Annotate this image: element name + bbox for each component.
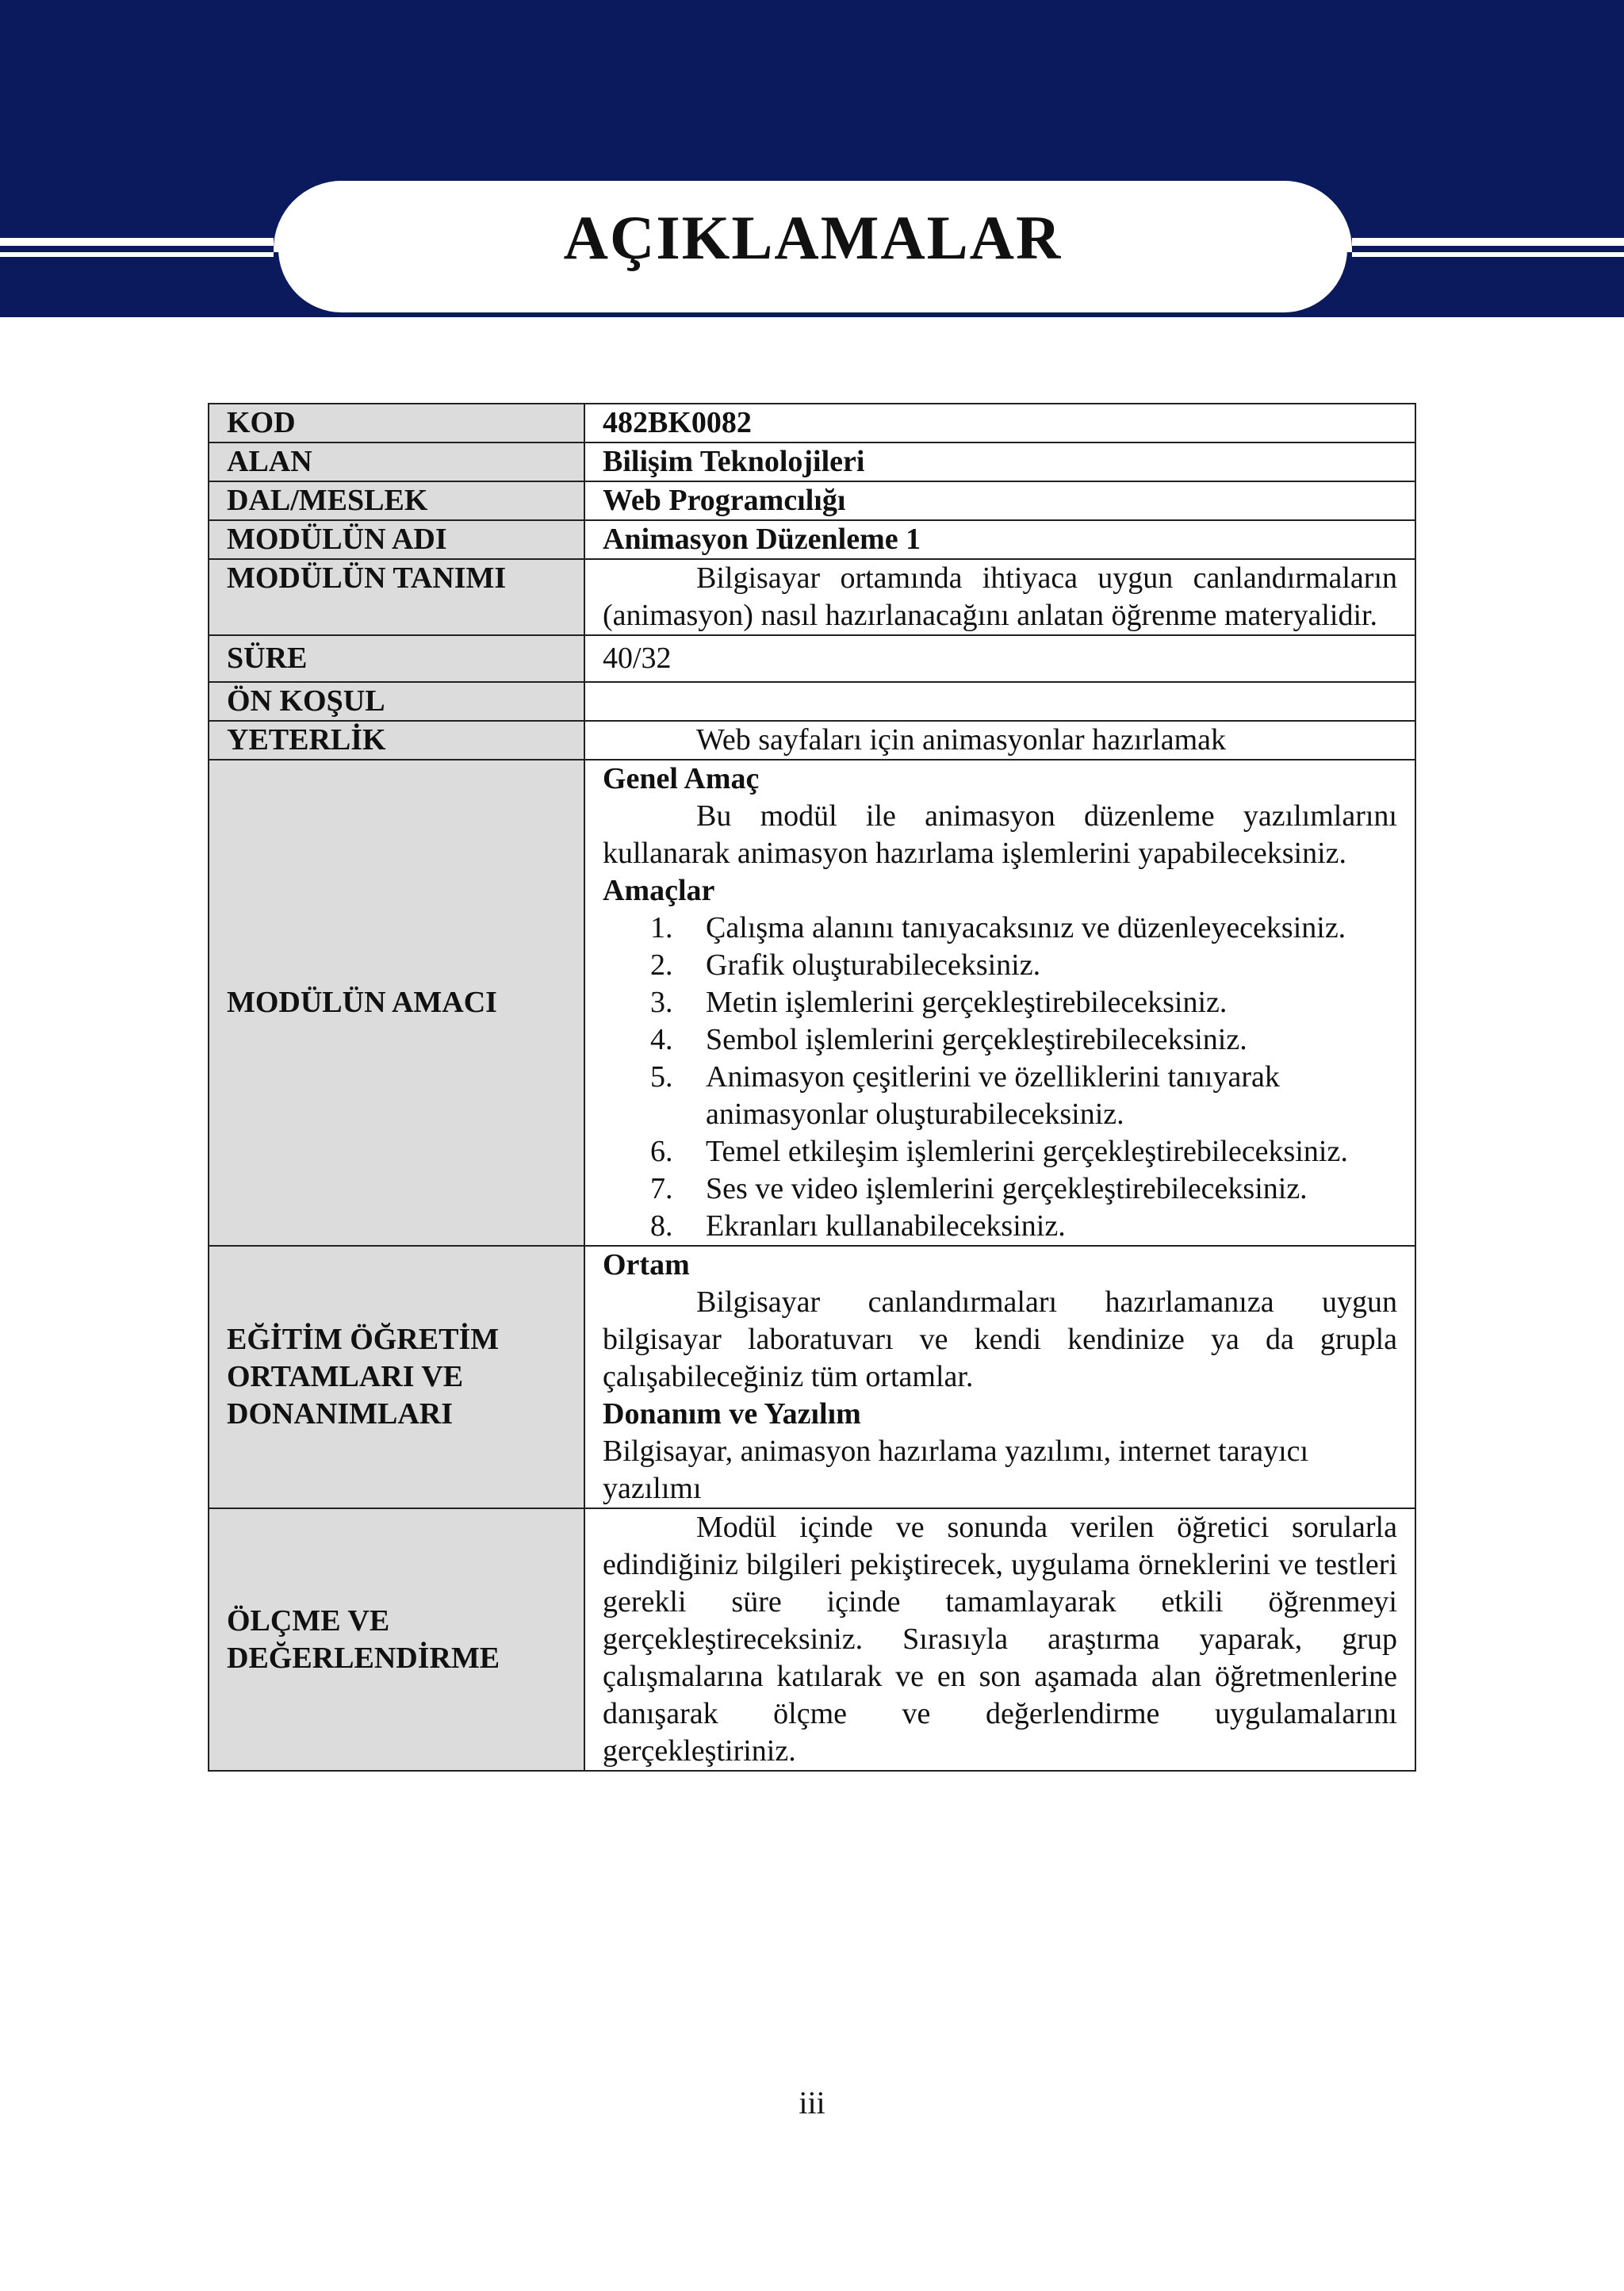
row-value-alan: Bilişim Teknolojileri xyxy=(584,442,1415,481)
genel-amac-heading: Genel Amaç xyxy=(603,762,760,795)
row-label-kod: KOD xyxy=(209,404,584,442)
row-value-modul-tanimi: Bilgisayar ortamında ihtiyaca uygun canlandırmaların (animasyon) nasıl hazırlanacağını anlatan öğrenme materyalidir. xyxy=(584,559,1415,635)
list-item: 6. Temel etkileşim işlemlerini gerçekleştirebileceksiniz. xyxy=(650,1135,1348,1168)
row-label-on-kosul: ÖN KOŞUL xyxy=(209,682,584,721)
table-row xyxy=(209,760,1415,1246)
table-row xyxy=(209,635,1415,682)
list-item: 1. Çalışma alanını tanıyacaksınız ve düzenleyeceksiniz. xyxy=(650,911,1346,944)
page-number: iii xyxy=(799,2085,825,2121)
page-title: AÇIKLAMALAR xyxy=(563,203,1063,272)
row-label-sure: SÜRE xyxy=(209,635,584,682)
list-item: 4. Sembol işlemlerini gerçekleştirebileceksiniz. xyxy=(650,1023,1247,1056)
row-value-yeterlik: Web sayfaları için animasyonlar hazırlamak xyxy=(584,721,1415,760)
header-stripe-right-lower xyxy=(1352,252,1624,257)
list-item: 2. Grafik oluşturabileceksiniz. xyxy=(650,948,1041,982)
list-item: 7. Ses ve video işlemlerini gerçekleştirebileceksiniz. xyxy=(650,1172,1308,1205)
table-row xyxy=(209,520,1415,559)
row-label-dal: DAL/MESLEK xyxy=(209,481,584,520)
ortam-text: Bilgisayar canlandırmaları hazırlamanıza uygun bilgisayar laboratuvarı ve kendi kendinize ya da grupla çalışabileceğiniz tüm ortamlar. xyxy=(603,1285,1397,1393)
table-row xyxy=(209,721,1415,760)
row-label-olcme: ÖLÇME VE DEĞERLENDİRME xyxy=(209,1508,584,1771)
amaclar-heading: Amaçlar xyxy=(603,874,715,907)
table-row xyxy=(209,404,1415,442)
row-label-amac: MODÜLÜN AMACI xyxy=(209,760,584,1246)
row-value-dal: Web Programcılığı xyxy=(584,481,1415,520)
goals-list xyxy=(603,910,1397,1245)
table-row xyxy=(209,1508,1415,1771)
list-item: 3. Metin işlemlerini gerçekleştirebileceksiniz. xyxy=(650,986,1228,1019)
row-value-sure: 40/32 xyxy=(584,635,1415,682)
table-row xyxy=(209,682,1415,721)
table-row xyxy=(209,481,1415,520)
table-row xyxy=(209,442,1415,481)
header-stripe-left xyxy=(0,238,274,246)
list-item: 8. Ekranları kullanabileceksiniz. xyxy=(650,1209,1066,1243)
donanim-heading: Donanım ve Yazılım xyxy=(603,1397,861,1431)
header-stripe-right xyxy=(1352,238,1624,246)
genel-amac-text: Bu modül ile animasyon düzenleme yazılımlarını kullanarak animasyon hazırlama işlemlerini yapabileceksiniz. xyxy=(603,799,1397,870)
header-stripe-left-lower xyxy=(0,252,274,257)
row-label-modul-adi: MODÜLÜN ADI xyxy=(209,520,584,559)
row-label-ortam: EĞİTİM ÖĞRETİM ORTAMLARI VE DONANIMLARI xyxy=(209,1246,584,1508)
list-item: 5. Animasyon çeşitlerini ve özelliklerini tanıyarak animasyonlar oluşturabileceksiniz. xyxy=(650,1060,1280,1131)
table-row xyxy=(209,1246,1415,1508)
row-value-olcme: Modül içinde ve sonunda verilen öğretici sorularla edindiğiniz bilgileri pekiştirecek, uygulama örneklerini ve testleri gerekli süre içinde tamamlayarak etkili öğrenmeyi gerçekleştireceksiniz. Sırasıyla araştırma yaparak, grup çalışmalarına katılarak ve en son aşamada alan öğretmenlerine danışarak ölçme ve değerlendirme uygulamalarını gerçekleştiriniz. xyxy=(584,1508,1415,1771)
table-row xyxy=(209,559,1415,635)
ortam-heading: Ortam xyxy=(603,1248,690,1282)
row-value-ortam xyxy=(584,1246,1415,1508)
row-value-modul-adi: Animasyon Düzenleme 1 xyxy=(584,520,1415,559)
row-label-alan: ALAN xyxy=(209,442,584,481)
row-value-amac xyxy=(584,760,1415,1246)
row-value-on-kosul xyxy=(584,682,1415,721)
row-value-kod: 482BK0082 xyxy=(584,404,1415,442)
donanim-text: Bilgisayar, animasyon hazırlama yazılımı, internet tarayıcı yazılımı xyxy=(603,1435,1309,1505)
row-label-modul-tanimi: MODÜLÜN TANIMI xyxy=(209,559,584,635)
description-table xyxy=(208,403,1416,1772)
row-label-yeterlik: YETERLİK xyxy=(209,721,584,760)
